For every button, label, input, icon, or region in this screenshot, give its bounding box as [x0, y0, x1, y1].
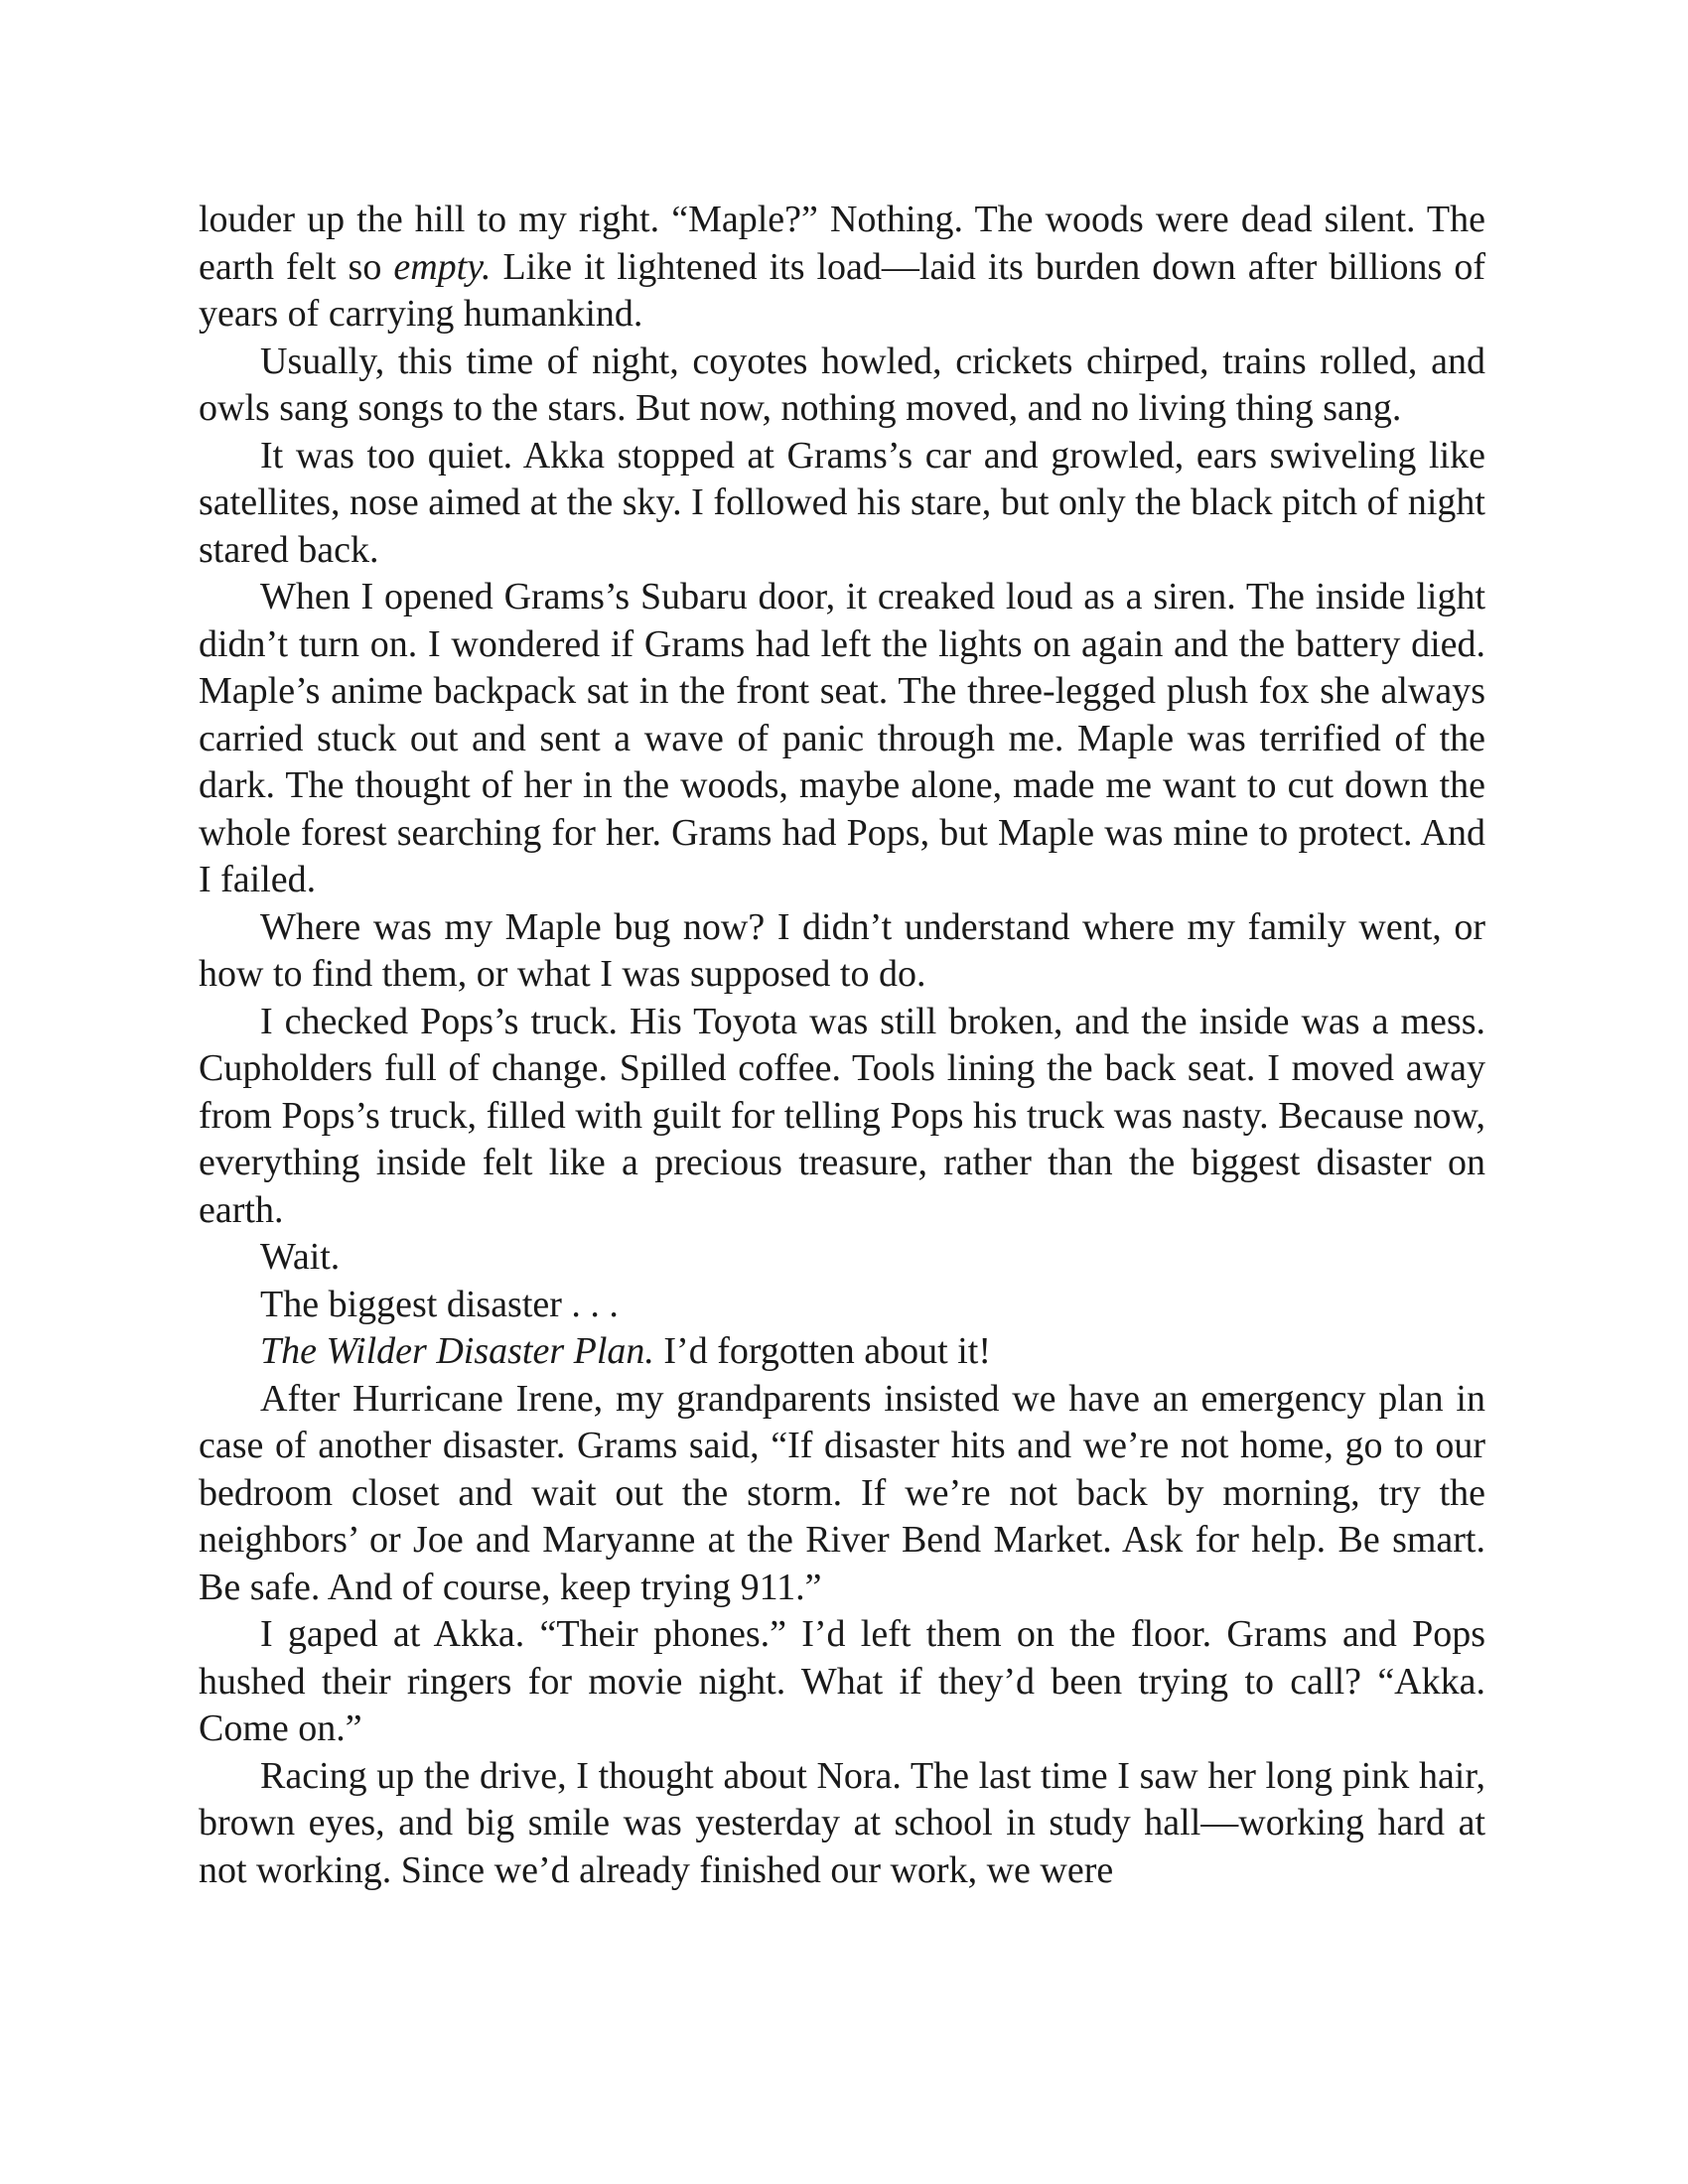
- page-body: [199, 197, 1485, 1894]
- paragraph-2: Usually, this time of night, coyotes howled, crickets chirped, trains rolled, and owls sang songs to the stars. But now, nothing moved, and no living thing sang.: [199, 340, 1485, 429]
- paragraph-4: When I opened Grams’s Subaru door, it creaked loud as a siren. The inside light didn’t turn on. I wondered if Grams had left the lights on again and the battery died. Maple’s anime backpack sat in the front seat. The three-legged plush fox she always carried stuck out and sent a wave of panic through me. Maple was terrified of the dark. The thought of her in the woods, maybe alone, made me want to cut down the whole forest searching for her. Grams had Pops, but Maple was mine to protect. And I failed.: [199, 576, 1485, 900]
- paragraph-7: Wait.: [260, 1236, 341, 1278]
- paragraph-10: After Hurricane Irene, my grandparents insisted we have an emergency plan in case of another disaster. Grams said, “If disaster hits and we’re not home, go to our bedroom closet and wait out the storm. If we’re not back by morning, try the neighbors’ or Joe and Maryanne at the River Bend Market. Ask for help. Be smart. Be safe. And of course, keep trying 911.”: [199, 1377, 1485, 1608]
- paragraph-8: The biggest disaster . . .: [260, 1283, 619, 1325]
- paragraph-5: Where was my Maple bug now? I didn’t understand where my family went, or how to find them, or what I was supposed to do.: [199, 905, 1485, 995]
- paragraph-6: I checked Pops’s truck. His Toyota was still broken, and the inside was a mess. Cupholders full of change. Spilled coffee. Tools lining the back seat. I moved away from Pops’s truck, filled with guilt for telling Pops his truck was nasty. Because now, everything inside felt like a precious treasure, rather than the biggest disaster on earth.: [199, 1000, 1485, 1231]
- paragraph-3: It was too quiet. Akka stopped at Grams’s car and growled, ears swiveling like satellites, nose aimed at the sky. I followed his stare, but only the black pitch of night stared back.: [199, 434, 1485, 571]
- paragraph-12: Racing up the drive, I thought about Nora. The last time I saw her long pink hair, brown eyes, and big smile was yesterday at school in study hall—working hard at not working. Since we’d already finished our work, we were: [199, 1754, 1485, 1891]
- paragraph-11: I gaped at Akka. “Their phones.” I’d left them on the floor. Grams and Pops hushed their ringers for movie night. What if they’d been trying to call? “Akka. Come on.”: [199, 1613, 1485, 1749]
- paragraph-1: louder up the hill to my right. “Maple?” Nothing. The woods were dead silent. The earth felt so empty. Like it lightened its load—laid its burden down after billions of years of carrying humankind.: [199, 199, 1485, 335]
- paragraph-9: The Wilder Disaster Plan. I’d forgotten about it!: [260, 1330, 991, 1372]
